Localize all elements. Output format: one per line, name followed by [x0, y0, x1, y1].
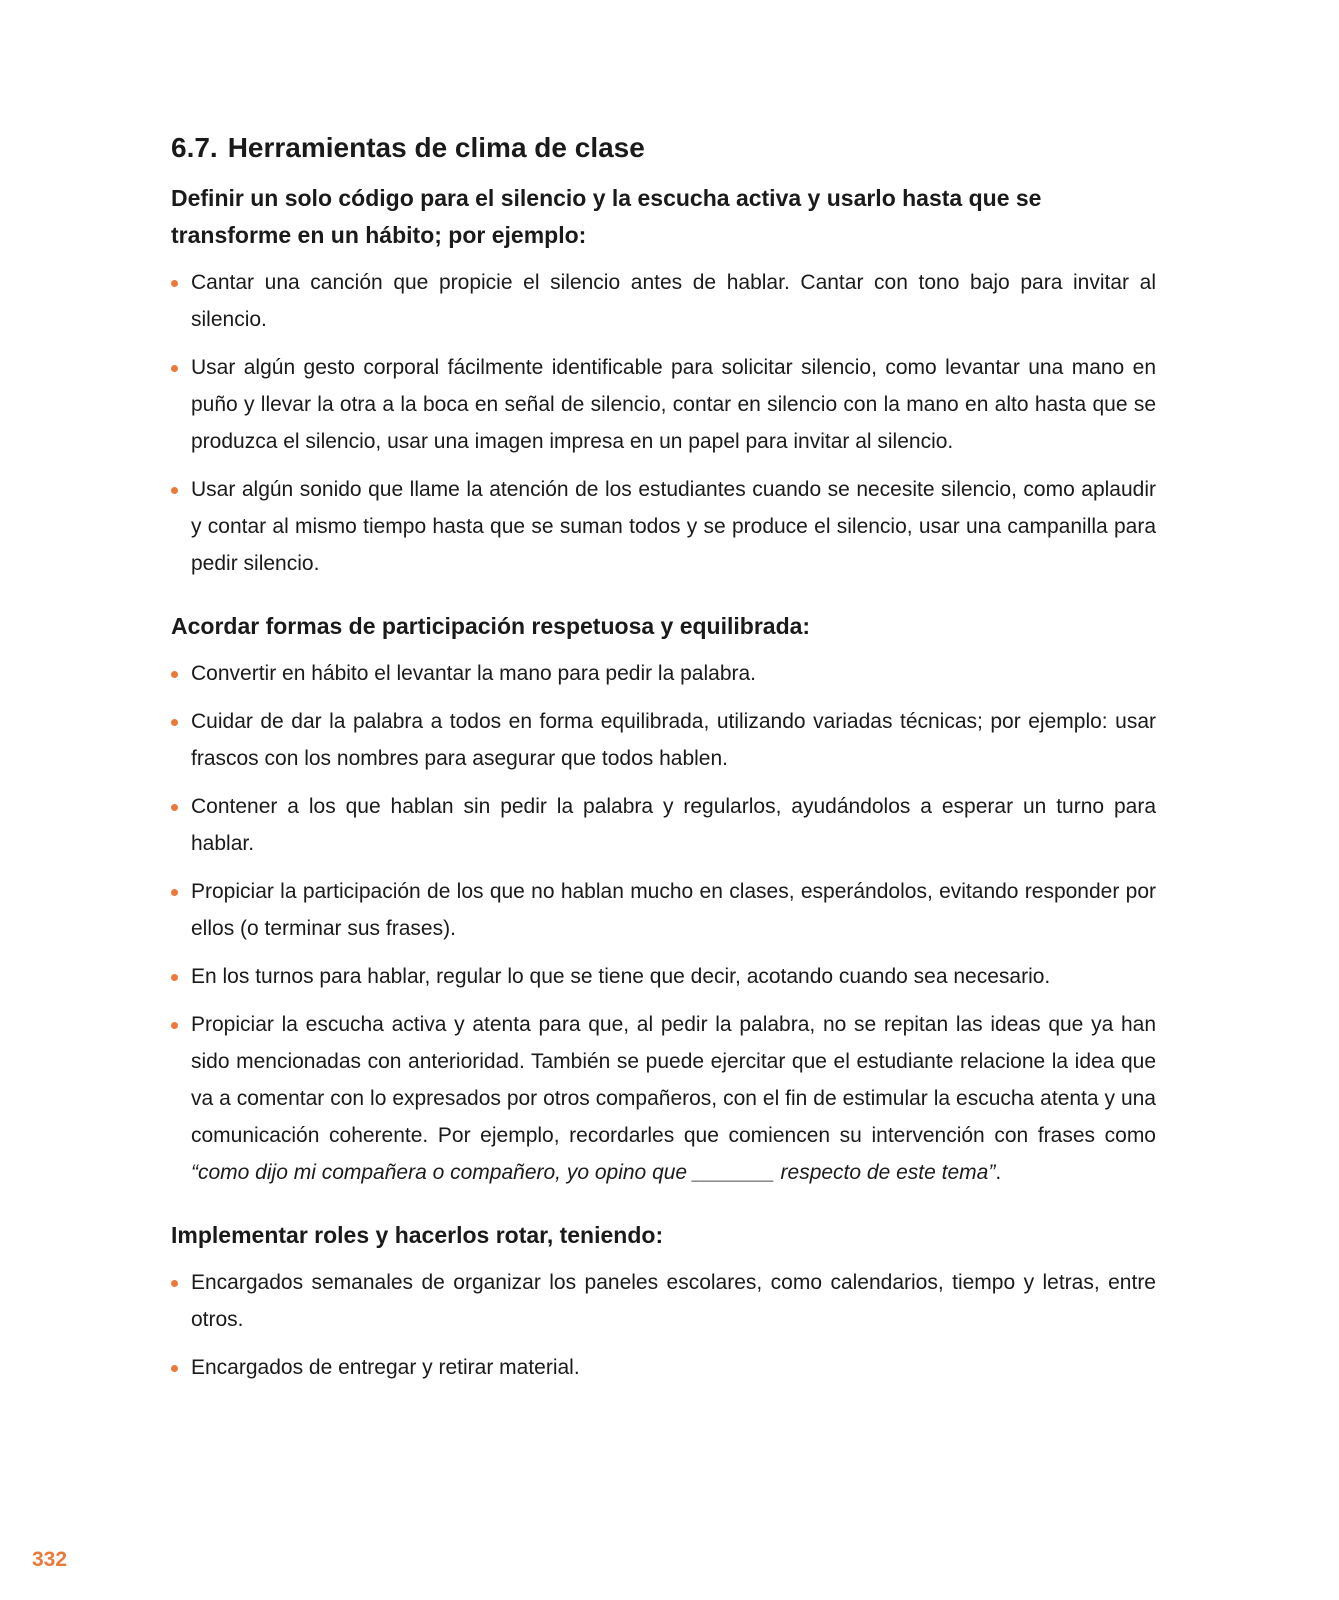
- list-item: [171, 1264, 1156, 1338]
- section-title: [171, 130, 1156, 166]
- list-item-text: Propiciar la escucha activa y atenta para que, al pedir la palabra, no se repitan las ideas que ya han sido mencionadas con anterioridad. También se puede ejercitar que el estudiante relacione la idea que va a comentar con lo expresados por otros compañeros, con el fin de estimular la escucha atenta y una comunicación coherente. Por ejemplo, recordarles que comiencen su intervención con frases como: [191, 1013, 1156, 1147]
- list-item: [171, 1006, 1156, 1191]
- list-item-text: Usar algún sonido que llame la atención de los estudiantes cuando se necesite silencio, como aplaudir y contar al mismo tiempo hasta que se suman todos y se produce el silencio, usar una campanilla para pedir silencio.: [191, 478, 1156, 575]
- bullet-icon: [171, 365, 178, 372]
- list-item: [171, 655, 1156, 692]
- list-item-text: Contener a los que hablan sin pedir la palabra y regularlos, ayudándolos a esperar un turno para hablar.: [191, 795, 1156, 855]
- group1-list: [171, 264, 1156, 582]
- bullet-icon: [171, 671, 178, 678]
- group3-heading: Implementar roles y hacerlos rotar, teniendo:: [171, 1222, 664, 1248]
- list-item: [171, 873, 1156, 947]
- bullet-icon: [171, 974, 178, 981]
- list-item-text: Encargados de entregar y retirar material.: [191, 1356, 580, 1379]
- bullet-icon: [171, 889, 178, 896]
- bullet-icon: [171, 719, 178, 726]
- bullet-icon: [171, 804, 178, 811]
- list-item-text: Convertir en hábito el levantar la mano para pedir la palabra.: [191, 662, 757, 685]
- page-number: 332: [32, 1548, 68, 1571]
- list-item-end: .: [995, 1161, 1002, 1184]
- section-number: 6.7.: [171, 132, 218, 163]
- list-item: [171, 958, 1156, 995]
- page-content: [171, 130, 1156, 1397]
- list-item-text: Usar algún gesto corporal fácilmente identificable para solicitar silencio, como levantar una mano en puño y llevar la otra a la boca en señal de silencio, contar en silencio con la mano en alto hasta que se produzca el silencio, usar una imagen impresa en un papel para invitar al silencio.: [191, 356, 1156, 453]
- example-quote: “como dijo mi compañera o compañero, yo opino que _______ respecto de este tema”: [191, 1161, 996, 1184]
- list-item: [171, 471, 1156, 582]
- bullet-icon: [171, 1022, 178, 1029]
- bullet-icon: [171, 1280, 178, 1287]
- group2-list: [171, 655, 1156, 1191]
- list-item-text: Cuidar de dar la palabra a todos en forma equilibrada, utilizando variadas técnicas; por ejemplo: usar frascos con los nombres para asegurar que todos hablen.: [191, 710, 1156, 770]
- bullet-icon: [171, 487, 178, 494]
- group1-heading: Definir un solo código para el silencio y la escucha activa y usarlo hasta que se transforme en un hábito; por ejemplo:: [171, 185, 1042, 248]
- list-item-text: Propiciar la participación de los que no hablan mucho en clases, esperándolos, evitando responder por ellos (o terminar sus frases).: [191, 880, 1156, 940]
- list-item-text: En los turnos para hablar, regular lo que se tiene que decir, acotando cuando sea necesario.: [191, 965, 1051, 988]
- list-item: [171, 349, 1156, 460]
- list-item: [171, 264, 1156, 338]
- list-item: [171, 703, 1156, 777]
- group3-list: [171, 1264, 1156, 1386]
- bullet-icon: [171, 1365, 178, 1372]
- group2-heading: Acordar formas de participación respetuosa y equilibrada:: [171, 613, 811, 639]
- list-item: [171, 1349, 1156, 1386]
- section-title-text: Herramientas de clima de clase: [227, 132, 645, 163]
- list-item-text: Encargados semanales de organizar los paneles escolares, como calendarios, tiempo y letras, entre otros.: [191, 1271, 1156, 1331]
- bullet-icon: [171, 280, 178, 287]
- list-item: [171, 788, 1156, 862]
- list-item-text: Cantar una canción que propicie el silencio antes de hablar. Cantar con tono bajo para invitar al silencio.: [191, 271, 1156, 331]
